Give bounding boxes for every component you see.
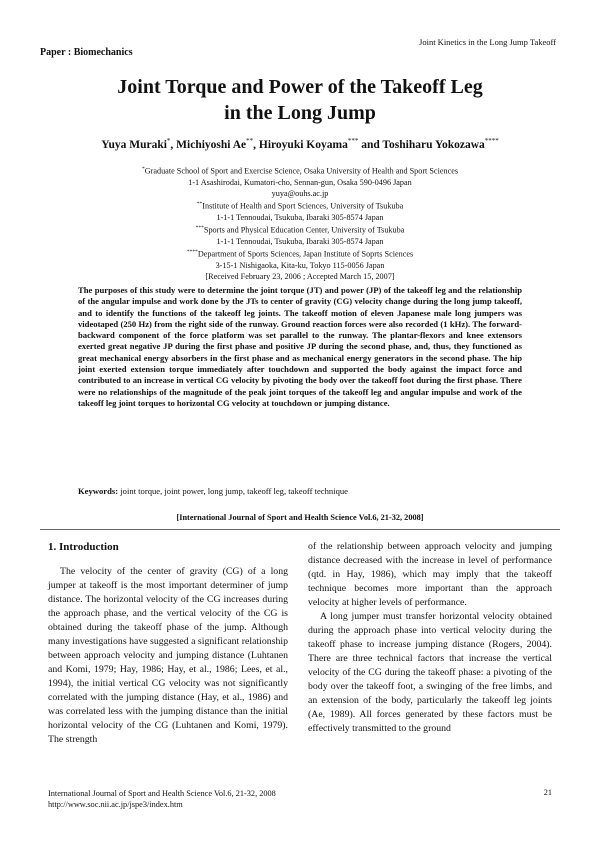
paragraph: A long jumper must transfer horizontal velocity obtained during the approach phase into vertical velocity during the takeoff phase to increase jumping distance (Rogers, 2004). There are three technical factors that increase the vertical velocity of the CG during the takeoff phase: a pivoting of the body over the takeoff foot, a swinging of the free limbs, and an extension of the body, particularly the takeoff leg joints (Ae, 1989). All forces generated by these factors must be effectively transmitted to the ground [308,611,552,734]
footer-url[interactable]: http://www.soc.nii.ac.jp/jspe3/index.htm [48,800,183,809]
affiliation-text: Sports and Physical Education Center, University of Tsukuba [203,225,405,235]
author-separator: and [358,138,383,151]
author-mark: * [166,137,171,145]
received-dates [0,271,600,282]
affiliation-text: 1-1 Asashirodai, Kumatori-cho, Sennan-gun, Osaka 590-0496 Japan [188,177,412,187]
footer [48,788,276,810]
author-mark: ** [246,137,254,145]
page-number: 21 [543,788,552,797]
author-separator: , [170,138,177,151]
affiliation-text: 1-1-1 Tennoudai, Tsukuba, Ibaraki 305-8574 Japan [216,212,384,222]
affiliation-text: 3-15-1 Nishigaoka, Kita-ku, Tokyo 115-0056 Japan [215,260,385,270]
affiliation-text: Graduate School of Sport and Exercise Science, Osaka University of Health and Sport Sciences [144,166,459,176]
affiliation-text: 1-1-1 Tennoudai, Tsukuba, Ibaraki 305-8574 Japan [216,236,384,246]
paragraph: The velocity of the center of gravity (CG) of a long jumper at takeoff is the most important determiner of jump distance. The horizontal velocity of the CG increases during the approach phase, and the vertical velocity of the CG is obtained during the takeoff phase of the jump. Although many investigations have suggested a significant relationship between approach velocity and jumping distance (Luhtanen and Komi, 1979; Hay, 1986; Hay, et al., 1986; Lees, et al., 1994), the initial vertical CG velocity was not significantly correlated with the jumping distance (Hay, et al., 1986) and was correlated less with the jumping distance than the initial horizontal velocity of the CG (Luhtanen and Komi, 1979). The strength [48,566,288,745]
keywords-text: joint torque, joint power, long jump, takeoff leg, takeoff technique [118,486,348,496]
affiliation-mark: *** [195,224,204,231]
affiliation-line [0,236,600,247]
affiliation-line [0,164,600,177]
section-label: Paper : Biomechanics [40,47,133,58]
footer-journal: International Journal of Sport and Health Science Vol.6, 21-32, 2008 [48,789,276,798]
title-line-1: Joint Torque and Power of the Takeoff Leg [117,76,483,98]
running-head: Joint Kinetics in the Long Jump Takeoff [419,37,556,47]
affiliation-line [0,223,600,236]
affiliation-line [0,247,600,260]
affiliation-text: Department of Sports Sciences, Japan Institute of Soprts Sciences [197,249,414,259]
author-mark: **** [484,137,499,145]
affiliations [0,164,600,282]
affiliation-text: Institute of Health and Sport Sciences, University of Tsukuba [202,201,404,211]
title-line-2: in the Long Jump [224,102,376,124]
affiliation-line [0,212,600,223]
keywords-label: Keywords: [78,486,119,496]
author-list [0,137,600,151]
body-column-left [48,565,288,747]
affiliation-line [0,188,600,199]
paper-title [0,74,600,126]
paragraph: of the relationship between approach velocity and jumping distance decreased with the increase in level of performance (qtd. in Hay, 1986), which may imply that the takeoff technique becomes more important than the approach velocity at higher levels of performance. [308,541,552,608]
affiliation-line [0,260,600,271]
author-mark: *** [347,137,359,145]
keywords [78,486,522,496]
affiliation-mark: ** [196,201,203,208]
author-name: Yuya Muraki [101,138,167,151]
affiliation-mark: **** [186,248,198,255]
author-name: Toshiharu Yokozawa [382,138,485,151]
author-name: Hiroyuki Koyama [258,138,348,151]
divider [40,529,560,530]
abstract: The purposes of this study were to determine the joint torque (JT) and power (JP) of the takeoff leg and the relationship of the angular impulse and work done by the JTs to center of gravity (CG) velocity change during the long jump takeoff, and to identify the functions of the takeoff leg joints. The takeoff motion of eleven Japanese male long jumpers was videotaped (250 Hz) from the right side of the runway. Ground reaction forces were also recorded (1 kHz). The forward-backward component of the force platform was set parallel to the runway. The plantar-flexors and knee extensors exerted great negative JP during the first phase and positive JP during the second phase, and, thus, they functioned as great mechanical energy absorbers in the first phase and as mechanical energy generators in the second phase. The hip joint exerted extension torque immediately after touchdown and supported the body against the impact force and contributed to an increase in vertical CG velocity by pivoting the body over the takeoff foot during the first phase. There were no relationships of the magnitude of the peak joint torques of the takeoff leg and angular impulse and work of the takeoff leg joint torques to horizontal CG velocity at touchdown or jumping distance. [78,285,522,408]
author-email: yuya@ouhs.ac.jp [271,188,329,198]
section-heading: 1. Introduction [48,541,119,553]
author-name: Michiyoshi Ae [176,138,247,151]
received-text: [Received February 23, 2006 ; Accepted March 15, 2007] [205,271,395,281]
affiliation-line [0,199,600,212]
author-separator: , [253,138,259,151]
affiliation-line [0,177,600,188]
journal-citation: [International Journal of Sport and Health Science Vol.6, 21-32, 2008] [176,513,424,522]
body-column-right [308,540,552,736]
affiliation-mark: * [141,166,145,172]
